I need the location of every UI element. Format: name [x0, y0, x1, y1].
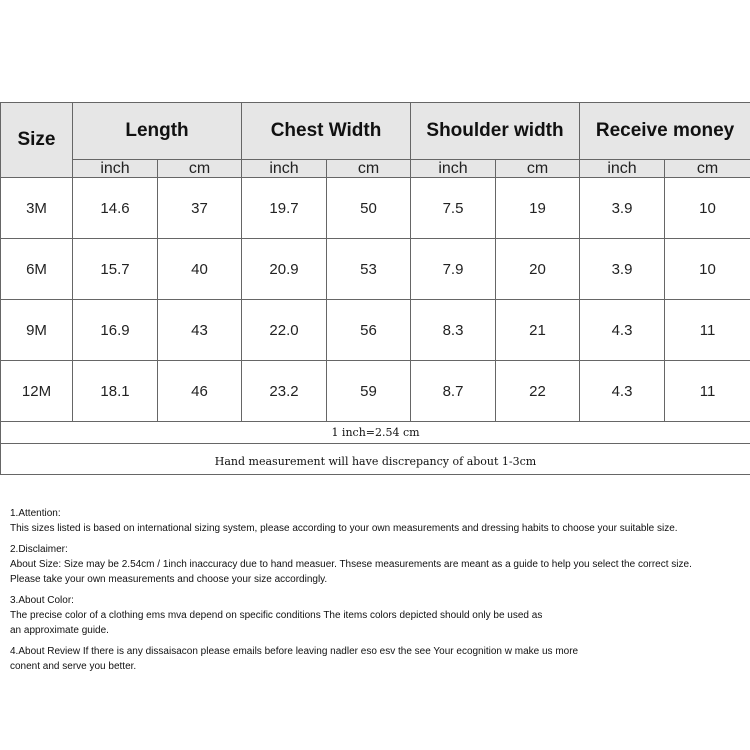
info-line: About Size: Size may be 2.54cm / 1inch inaccuracy due to hand measuer. Thsese measurements are meant as a guide to help you select the correct size. [10, 559, 692, 570]
info-line: Please take your own measurements and choose your size accordingly. [10, 574, 328, 585]
table-cell: 11 [665, 361, 750, 422]
table-cell: 10 [665, 178, 750, 239]
info-title: 3.About Color: [10, 595, 74, 606]
unit-cell: inch [242, 160, 327, 178]
table-cell: 8.7 [411, 361, 496, 422]
size-cell: 6M [1, 239, 73, 300]
size-chart-table [0, 102, 750, 475]
info-line: an approximate guide. [10, 625, 109, 636]
attention-block [10, 506, 745, 536]
table-row [1, 178, 750, 239]
size-cell: 12M [1, 361, 73, 422]
table-cell: 18.1 [73, 361, 158, 422]
table-cell: 14.6 [73, 178, 158, 239]
unit-cell: inch [580, 160, 665, 178]
table-cell: 3.9 [580, 178, 665, 239]
table-row [1, 300, 750, 361]
size-cell: 9M [1, 300, 73, 361]
table-row [1, 361, 750, 422]
table-cell: 43 [158, 300, 242, 361]
table-cell: 21 [496, 300, 580, 361]
header-receive-money: Receive money [580, 103, 750, 160]
info-title: 4.About Review If there is any dissaisacon please emails before leaving nadler eso esv the see Your ecognition w make us more [10, 646, 579, 657]
header-row [1, 103, 750, 160]
table-cell: 19.7 [242, 178, 327, 239]
unit-cell: cm [158, 160, 242, 178]
table-cell: 15.7 [73, 239, 158, 300]
unit-cell: cm [496, 160, 580, 178]
table-cell: 20 [496, 239, 580, 300]
table-cell: 8.3 [411, 300, 496, 361]
header-shoulder-width: Shoulder width [411, 103, 580, 160]
header-chest-width: Chest Width [242, 103, 411, 160]
measurement-note: Hand measurement will have discrepancy of about 1-3cm [1, 448, 750, 475]
review-block [10, 644, 745, 674]
table-row [1, 239, 750, 300]
table-cell: 7.9 [411, 239, 496, 300]
header-length: Length [73, 103, 242, 160]
table-cell: 40 [158, 239, 242, 300]
color-block [10, 593, 745, 638]
table-cell: 16.9 [73, 300, 158, 361]
unit-row [1, 160, 750, 178]
info-line: conent and serve you better. [10, 661, 137, 672]
table-cell: 22.0 [242, 300, 327, 361]
size-cell: 3M [1, 178, 73, 239]
measurement-row [1, 448, 750, 475]
table-cell: 50 [327, 178, 411, 239]
info-line: This sizes listed is based on international sizing system, please according to your own measurements and dressing habits to choose your suitable size. [10, 523, 678, 534]
table-cell: 37 [158, 178, 242, 239]
info-section [10, 506, 745, 680]
unit-cell: inch [73, 160, 158, 178]
table-cell: 19 [496, 178, 580, 239]
table-cell: 3.9 [580, 239, 665, 300]
info-line: The precise color of a clothing ems mva depend on specific conditions The items colors depicted should only be used as [10, 610, 543, 621]
disclaimer-block [10, 542, 745, 587]
table-cell: 4.3 [580, 300, 665, 361]
table-cell: 7.5 [411, 178, 496, 239]
info-title: 1.Attention: [10, 508, 61, 519]
table-cell: 10 [665, 239, 750, 300]
info-title: 2.Disclaimer: [10, 544, 68, 555]
table-cell: 56 [327, 300, 411, 361]
table-cell: 22 [496, 361, 580, 422]
table-cell: 23.2 [242, 361, 327, 422]
table-cell: 4.3 [580, 361, 665, 422]
table-cell: 59 [327, 361, 411, 422]
conversion-note: 1 inch=2.54 cm [1, 422, 750, 444]
table-cell: 53 [327, 239, 411, 300]
table-cell: 46 [158, 361, 242, 422]
table-cell: 11 [665, 300, 750, 361]
header-size: Size [1, 103, 73, 178]
unit-cell: cm [327, 160, 411, 178]
conversion-row [1, 422, 750, 444]
unit-cell: cm [665, 160, 750, 178]
unit-cell: inch [411, 160, 496, 178]
table-cell: 20.9 [242, 239, 327, 300]
